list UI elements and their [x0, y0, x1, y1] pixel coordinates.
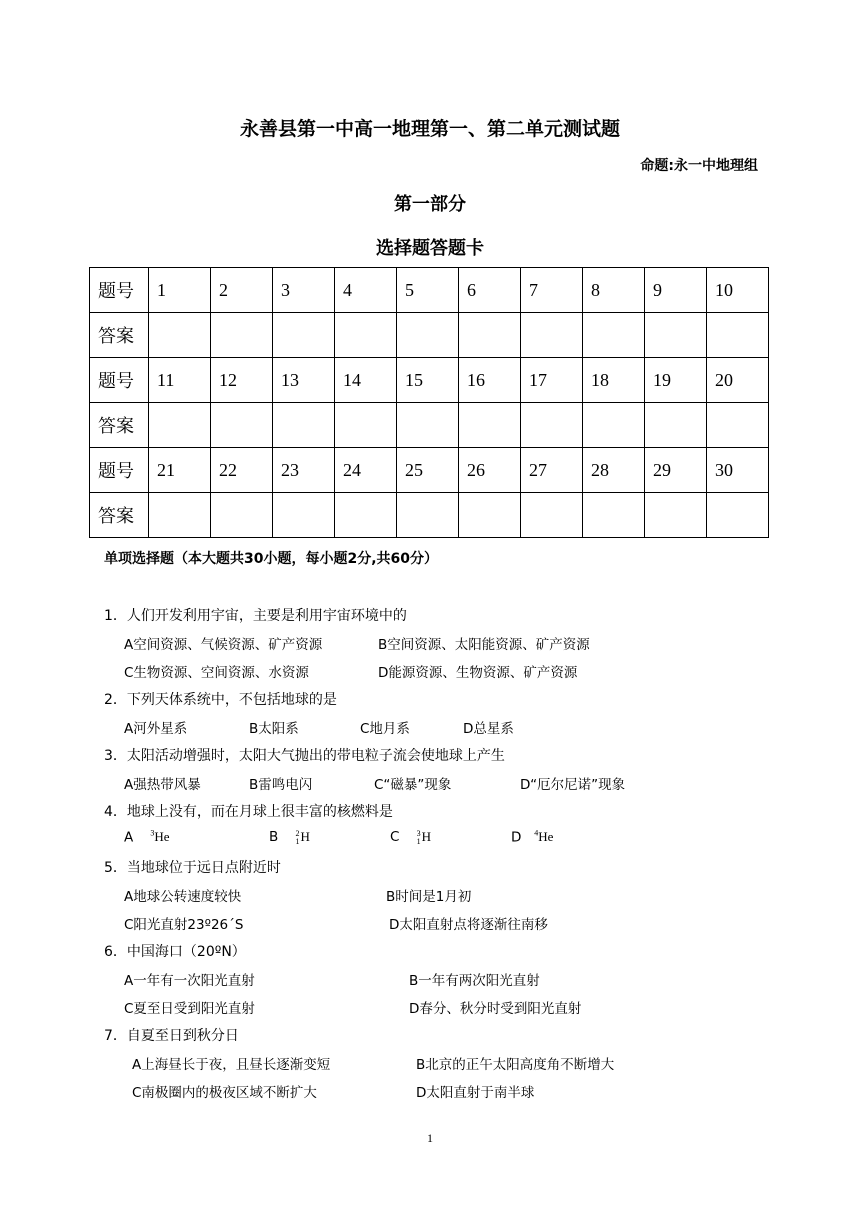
answer-cell[interactable] — [707, 313, 769, 358]
option-b: B太阳系 — [249, 721, 299, 737]
answer-cell[interactable] — [149, 313, 211, 358]
question-number-cell: 15 — [397, 358, 459, 403]
card-number-row — [90, 448, 769, 493]
question-number-cell: 11 — [149, 358, 211, 403]
answer-cell[interactable] — [397, 313, 459, 358]
nuclide-he4: $^4$He — [534, 829, 554, 845]
option-d: D太阳直射于南半球 — [416, 1085, 535, 1101]
option-a: A强热带风暴 — [124, 777, 201, 793]
question-stem: 6．中国海口（20ºN） — [104, 944, 246, 960]
question-number-cell: 1 — [149, 268, 211, 313]
option-d: D春分、秋分时受到阳光直射 — [409, 1001, 582, 1017]
author-credit: 命题:永一中地理组 — [640, 158, 758, 174]
question-number-cell: 22 — [211, 448, 273, 493]
option-a: A河外星系 — [124, 721, 188, 737]
answer-cell[interactable] — [335, 493, 397, 538]
question-number-cell: 7 — [521, 268, 583, 313]
question-number-cell: 14 — [335, 358, 397, 403]
answer-cell[interactable] — [397, 403, 459, 448]
question-stem: 3．太阳活动增强时，太阳大气抛出的带电粒子流会使地球上产生 — [104, 748, 505, 764]
question-number-cell: 28 — [583, 448, 645, 493]
option-d: D总星系 — [463, 721, 514, 737]
card-row-label: 答案 — [90, 313, 149, 358]
section-heading: 单项选择题（本大题共30小题，每小题2分,共60分） — [104, 551, 439, 567]
question-number-cell: 21 — [149, 448, 211, 493]
answer-card-title: 选择题答题卡 — [376, 238, 484, 259]
card-number-row — [90, 358, 769, 403]
card-row-label: 题号 — [90, 448, 149, 493]
answer-cell[interactable] — [645, 493, 707, 538]
question-stem: 2．下列天体系统中，不包括地球的是 — [104, 692, 337, 708]
question-number-cell: 4 — [335, 268, 397, 313]
option-c: C夏至日受到阳光直射 — [124, 1001, 255, 1017]
nuclide-he3: $^3$He — [150, 829, 170, 845]
option-a: A一年有一次阳光直射 — [124, 973, 255, 989]
nuclide-h3: 3 1H — [416, 829, 431, 847]
question-number-cell: 6 — [459, 268, 521, 313]
question-number-cell: 13 — [273, 358, 335, 403]
option-c: C“磁暴”现象 — [374, 777, 452, 793]
option-b: B一年有两次阳光直射 — [409, 973, 540, 989]
card-row-label: 答案 — [90, 403, 149, 448]
option-d: D太阳直射点将逐渐往南移 — [389, 917, 548, 933]
answer-cell[interactable] — [273, 403, 335, 448]
question-number-cell: 29 — [645, 448, 707, 493]
answer-cell[interactable] — [149, 493, 211, 538]
option-a: A $^3$He — [124, 829, 170, 846]
question-number-cell: 17 — [521, 358, 583, 403]
answer-cell[interactable] — [397, 493, 459, 538]
card-row-label: 答案 — [90, 493, 149, 538]
page-number: 1 — [427, 1131, 433, 1145]
answer-cell[interactable] — [459, 493, 521, 538]
question-number-cell: 30 — [707, 448, 769, 493]
card-row-label: 题号 — [90, 358, 149, 403]
question-number-cell: 2 — [211, 268, 273, 313]
answer-cell[interactable] — [583, 403, 645, 448]
option-c: C生物资源、空间资源、水资源 — [124, 665, 309, 681]
question-number-cell: 26 — [459, 448, 521, 493]
card-number-row — [90, 268, 769, 313]
question-number-cell: 8 — [583, 268, 645, 313]
question-number-cell: 20 — [707, 358, 769, 403]
answer-cell[interactable] — [583, 493, 645, 538]
question-stem: 1．人们开发利用宇宙，主要是利用宇宙环境中的 — [104, 608, 407, 624]
answer-cell[interactable] — [707, 403, 769, 448]
question-stem: 4．地球上没有，而在月球上很丰富的核燃料是 — [104, 804, 393, 820]
card-row-label: 题号 — [90, 268, 149, 313]
option-d: D“厄尔尼诺”现象 — [520, 777, 626, 793]
question-number-cell: 27 — [521, 448, 583, 493]
answer-cell[interactable] — [335, 313, 397, 358]
question-number-cell: 3 — [273, 268, 335, 313]
question-number-cell: 16 — [459, 358, 521, 403]
option-b: B空间资源、太阳能资源、矿产资源 — [378, 637, 590, 653]
answer-cell[interactable] — [211, 313, 273, 358]
question-number-cell: 24 — [335, 448, 397, 493]
answer-cell[interactable] — [459, 403, 521, 448]
question-number-cell: 25 — [397, 448, 459, 493]
answer-cell[interactable] — [335, 403, 397, 448]
card-answer-row — [90, 493, 769, 538]
option-c: C南极圈内的极夜区域不断扩大 — [132, 1085, 317, 1101]
answer-cell[interactable] — [583, 313, 645, 358]
answer-cell[interactable] — [645, 313, 707, 358]
question-stem: 5．当地球位于远日点附近时 — [104, 860, 281, 876]
answer-card-table — [89, 267, 769, 538]
card-answer-row — [90, 403, 769, 448]
question-number-cell: 9 — [645, 268, 707, 313]
answer-cell[interactable] — [273, 493, 335, 538]
option-c: C阳光直射23º26´S — [124, 917, 244, 933]
option-b: B北京的正午太阳高度角不断增大 — [416, 1057, 615, 1073]
answer-cell[interactable] — [707, 493, 769, 538]
answer-cell[interactable] — [521, 313, 583, 358]
part-heading: 第一部分 — [394, 194, 466, 215]
question-number-cell: 12 — [211, 358, 273, 403]
question-number-cell: 23 — [273, 448, 335, 493]
answer-cell[interactable] — [521, 493, 583, 538]
option-b: B时间是1月初 — [386, 889, 472, 905]
nuclide-h2: 2 1H — [295, 829, 310, 847]
option-c: C 3 1H — [390, 829, 431, 847]
question-number-cell: 19 — [645, 358, 707, 403]
question-number-cell: 10 — [707, 268, 769, 313]
option-a: A地球公转速度较快 — [124, 889, 242, 905]
option-d: D能源资源、生物资源、矿产资源 — [378, 665, 578, 681]
answer-cell[interactable] — [521, 403, 583, 448]
question-stem: 7．自夏至日到秋分日 — [104, 1028, 239, 1044]
option-b: B雷鸣电闪 — [249, 777, 313, 793]
question-number-cell: 5 — [397, 268, 459, 313]
answer-cell[interactable] — [273, 313, 335, 358]
option-d: D $^4$He — [511, 829, 554, 846]
answer-cell[interactable] — [211, 493, 273, 538]
option-a: A上海昼长于夜，且昼长逐渐变短 — [132, 1057, 331, 1073]
answer-cell[interactable] — [149, 403, 211, 448]
answer-cell[interactable] — [459, 313, 521, 358]
option-c: C地月系 — [360, 721, 410, 737]
card-answer-row — [90, 313, 769, 358]
page-title: 永善县第一中高一地理第一、第二单元测试题 — [239, 118, 620, 140]
option-a: A空间资源、气候资源、矿产资源 — [124, 637, 323, 653]
option-b: B 2 1H — [269, 829, 310, 847]
answer-cell[interactable] — [211, 403, 273, 448]
answer-cell[interactable] — [645, 403, 707, 448]
question-number-cell: 18 — [583, 358, 645, 403]
